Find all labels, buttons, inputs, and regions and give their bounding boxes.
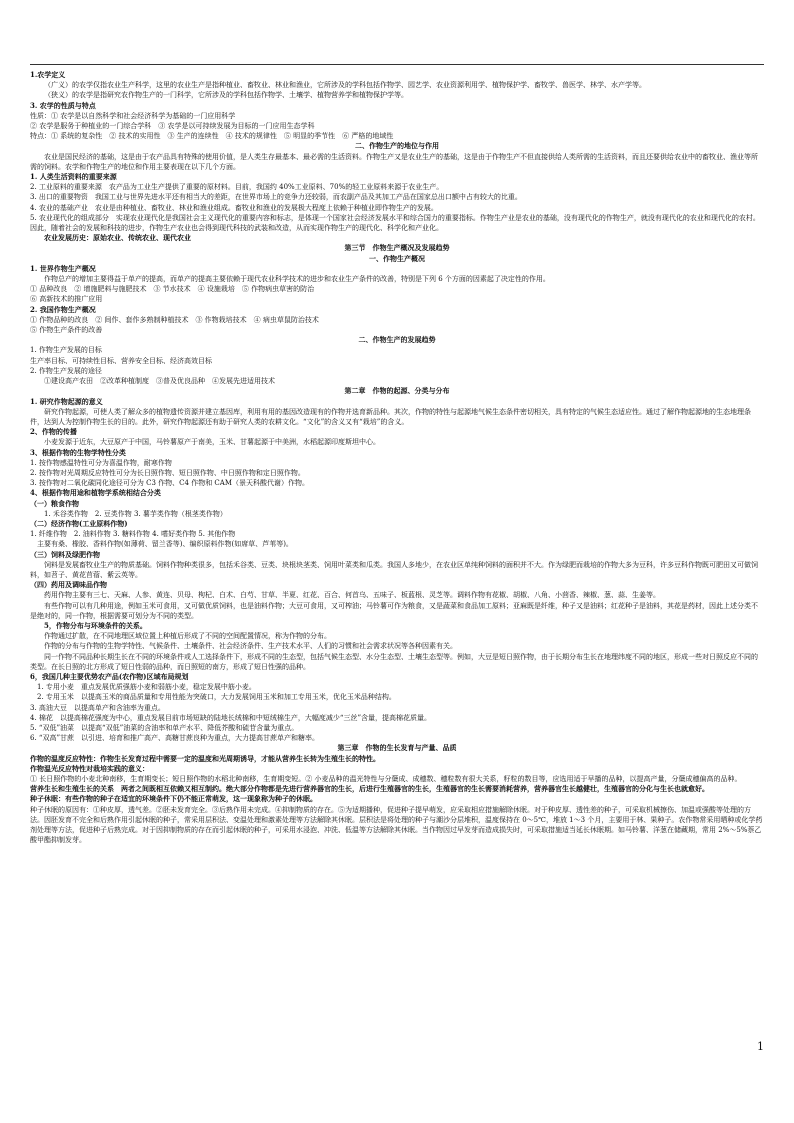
text-line: （二）经济作物(工业原料作物) — [30, 518, 128, 528]
text-line: 第二章 作物的起源、分类与分布 — [344, 386, 450, 396]
text-line: 第三节 作物生产概况及发展趋势 — [344, 243, 450, 253]
text-line: 种子休眠的原因有：①种皮厚，透气差。②胚未发育完全。③后熟作用未完成。④抑制物质的存在。⑤为适期播种，促进种子提早萌发，应采取相应措施解除休眠。对于种皮厚、透性差的种子，可采取机械擦伤、加温或强酸等处理的方法。因胚发育不完全和后熟作用引起休眠的种子，常采用层积法、变温处理和激素处理等方法解除其休眠。层积法是将处理的种子与潮沙分层堆积，温度保持在 0～5℃，堆放 1～3 个月，主要用于林、果种子。农作物常采用晒种或化学药剂处理等方法，促进种子后熟完成。对于因抑制物质的存在而引起休眠的种子，可采用水浸泡、冲洗、低温等方法解除其休眠。当作物因过早发芽而造成损失时，可采取措施适当延长休眠期。如马铃薯、洋葱在储藏期，常用 2%～5%萘乙酸甲酯抑制发芽。 — [30, 805, 763, 845]
text-line: 种子休眠：有些作物的种子在适宜的环境条件下仍不能正常萌发，这一现象称为种子的休眠。 — [30, 794, 317, 804]
text-line: 1. 禾谷类作物 2. 豆类作物 3. 薯芋类作物（根茎类作物） — [30, 509, 227, 518]
text-line: 3. 出口的重要物资 我国工业与世界先进水平还有相当大的差距，在世界市场上的竞争力还较弱，而农副产品及其加工产品在国家总出口额中占有较大的比重。 — [30, 193, 522, 202]
text-line: 1.农学定义 — [30, 70, 66, 79]
text-line: 1. 专用小麦 重点发展优质强筋小麦和弱筋小麦，稳定发展中筋小麦。 — [30, 683, 256, 692]
text-line: 农业是国民经济的基础，这是由于农产品具有特殊的使用价值，是人类生存最基本、最必需的生活资料。作物生产又是农业生产的基础，这是由于作物生产不但直接供给人类所需的生活资料，而且还要供给农业中的畜牧业、渔业等所需的饲料。农学和作物生产的地位和作用主要表现在以下几个方面。 — [30, 152, 758, 171]
text-line: 1. 世界作物生产概况 — [30, 263, 96, 273]
text-line: （狭义）的农学是指研究农作物生产的一门科学，它所涉及的学科包括作物学、土壤学、植物营养学和植物保护学等。 — [44, 91, 408, 100]
text-line: 性质：① 农学是以自然科学和社会经济科学为基础的一门应用科学 — [30, 111, 236, 120]
text-line: 1. 纤维作物 2. 油料作物 3. 糖料作物 4. 嗜好类作物 5. 其他作物 — [30, 530, 236, 539]
text-line: 药用作物主要有三七、天麻、人参、黄连、贝母、枸杞、白术、白芍、甘草、半夏、红花、百合、何首乌、五味子、板蓝根、灵芝等。调料作物有花椒、胡椒、八角、小茴香、辣椒、葱、蒜、生姜等。 — [44, 591, 660, 600]
text-line: 二、作物生产的发展趋势 — [358, 335, 436, 345]
page-number: 1 — [757, 1040, 764, 1053]
text-line: ② 农学是服务于种植业的一门综合学科 ③ 农学是以可持续发展为目标的一门应用生态学科 — [30, 122, 315, 131]
text-line: （广义）的农学仅指农业生产科学，这里的农业生产是指种植业、畜牧业、林业和渔业，它所涉及的学科包括作物学、园艺学、农业资源利用学、植物保护学、畜牧学、兽医学、林学、水产学等。 — [44, 81, 646, 90]
text-line: ①建设高产农田 ②改革种植制度 ③普及优良品种 ④发展先进适用技术 — [30, 377, 275, 386]
text-line: 作物的分布与作物的生物学特性、气候条件、土壤条件、社会经济条件、生产技术水平、人们的习惯和社会需求状况等各种因素有关。 — [44, 642, 457, 651]
text-line: ① 作物品种的改良 ② 间作、套作多熟制种植技术 ③ 作物栽培技术 ④ 病虫草鼠防治技术 — [30, 315, 319, 324]
text-line: 6. “双高”甘蔗 以引进、培育和推广高产、高糖甘蔗良种为重点，大力提高甘蔗单产和糖率。 — [30, 734, 320, 743]
text-line: 3、根据作物的生物学特性分类 — [30, 447, 126, 457]
text-line: （一）粮食作物 — [30, 498, 79, 508]
text-line: 主要有桑、橡胶、香料作物(如薄荷、留兰香等)、编织原料作物(如席草、芦苇等)。 — [30, 540, 293, 549]
text-line: 3. 高油大豆 以提高单产和含油率为重点。 — [30, 703, 165, 712]
text-line: ⑤ 作物生产条件的改善 — [30, 326, 103, 335]
text-line: 6，我国几种主要优势农产品(农作物)区域布局规划 — [30, 671, 189, 681]
text-line: 小麦发源于近东，大豆原产于中国，马铃薯原产于南美，玉米、甘薯起源于中美洲，水稻起源印度斯坦中心。 — [44, 438, 380, 447]
text-line: 作物的温度反应特性：作物生长发育过程中需要一定的温度和光周期诱导，才能从营养生长转为生殖生长的特性。 — [30, 753, 380, 763]
text-line: 2、作物的传播 — [30, 427, 77, 437]
text-line: 作物总产的增加主要得益于单产的提高，而单产的提高主要依赖于现代农业科学技术的进步和农业生产条件的改善，特别是下列 6 个方面的因素起了决定性的作用。 — [44, 275, 550, 284]
text-line: 特点：① 系统的复杂性 ② 技术的实用性 ③ 生产的连续性 ④ 技术的规律性 ⑤ 明显的季节性 ⑥ 严格的地域性 — [30, 132, 394, 141]
text-line: 4. 农业的基础产业 农业是由种植业、畜牧业、林业和渔业组成。畜牧业和渔业的发展极大程度上依赖于种植业即作物生产的发展。 — [30, 203, 438, 212]
text-line: 1. 研究作物起源的意义 — [30, 396, 103, 406]
text-line: 2. 我国作物生产概况 — [30, 304, 96, 314]
text-line: 有些作物可以有几种用途，例如玉米可食用，又可做优质饲料，也是油料作物；大豆可食用，又可榨油；马铃薯可作为粮食，又是蔬菜和食品加工原料；亚麻既是纤维，种子又是油料；红花种子是油料，其花是药材，因此上述分类不是绝对的，同一作物，根据需要可划分为不同的类型。 — [30, 601, 758, 620]
text-line: 作物通过扩散，在不同地理区域位置上种植后形成了不同的空间配置情况，称为作物的分布。 — [44, 632, 331, 641]
text-line: 饲料是发展畜牧业生产的物质基础。饲料作物种类很多，包括禾谷类、豆类、块根块茎类、饲用叶菜类和瓜类。我国人多地少，在农业区单纯种饲料的面积并不大。作为绿肥而栽培的作物大多为豆科，许多豆科作物既可肥田又可做饲料，如苕子、黄花苜蓿、紫云英等。 — [30, 560, 758, 579]
text-line: 5. 农业现代化的组成部分 实现农业现代化是我国社会主义现代化的重要内容和标志，是体现一个国家社会经济发展水平和综合国力的重要指标。作物生产业是农业的基础，没有现代化的作物生产，就没有现代化的农业和现代化的农村。因此，随着社会的发展和科技的进步，作物生产农业也会得到现代科技的武装和改造，从而实现作物生产的现代化、科学化和产业化。 — [30, 213, 760, 233]
text-line: 二、作物生产的地位与作用 — [355, 141, 439, 151]
text-line: 作物温光反应特性对栽培实践的意义： — [30, 763, 149, 773]
text-line: 4、根据作物用途和植物学系统相结合分类 — [30, 488, 161, 498]
text-line: 农业发展历史：原始农业、传统农业、现代农业 — [44, 233, 191, 243]
text-line: 第三章 作物的生长发育与产量、品质 — [337, 743, 457, 753]
text-line: 1. 按作物感温特性可分为喜温作物，耐寒作物 — [30, 458, 172, 467]
text-line: 营养生长和生殖生长的关系 两者之间既相互依赖又相互制约。绝大部分作物都是先进行营养器官的生长，后进行生殖器官的生长，生殖器官的生长需要消耗营养，营养器官生长越健壮，生殖器官的分化与生长也就愈好。 — [30, 784, 709, 794]
document-body — [30, 70, 764, 845]
text-line: 2. 专用玉米 以提高玉米的商品质量和专用性能为突破口，大力发展饲用玉米和加工专用玉米，优化玉米品种结构。 — [30, 693, 396, 702]
text-line: ① 长日照作物的小麦北种南移，生育期变长；短日照作物的水稻北种南移，生育期变短。② 小麦品种的温光特性与分蘖成、成穗数、穗粒数有很大关系，籽粒的数目等，应选用适于早播的品种，以提高产量，分蘖成穗偏高的品种。 — [30, 775, 742, 784]
text-line: 4. 棉花 以提高棉花强度为中心，重点发展目前市场短缺的陆地长绒棉和中短绒棉生产，大幅度减少“三丝”含量，提高棉花质量。 — [30, 713, 432, 722]
text-line: 5. “双低”油菜 以提高“双低”油菜的含油率和单产水平、降低芥酸和硫苷含量为重点。 — [30, 724, 299, 732]
document-page — [30, 64, 764, 1104]
text-line: ① 品种改良 ② 增施肥料与施肥技术 ③ 节水技术 ④ 设施栽培 ⑤ 作物病虫草害的防治 — [30, 285, 315, 294]
text-line: 同一作物不同品种长期生长在不同的环境条件或人工选择条件下，形成不同的生态型，包括气候生态型、水分生态型、土壤生态型等。例如，大豆是短日照作物，由于长期分布生长在地理纬度不同的地区，形成一些对日照反应不同的类型。在长日照的北方形成了短日性弱的品种，而日照短的南方，形成了短日性强的品种。 — [30, 652, 758, 671]
text-line: 1. 人类生活资料的重要来源 — [30, 172, 117, 182]
text-line: 1. 作物生产发展的目标 — [30, 346, 102, 355]
text-line: （四）药用及调味品作物 — [30, 580, 107, 590]
text-line: 3. 按作物对二氧化碳同化途径可分为 C3 作物、C4 作物和 CAM（景天科酸代谢）作物。 — [30, 479, 310, 488]
text-line: 一、作物生产概况 — [369, 253, 425, 263]
text-line: 3. 农学的性质与特点 — [30, 100, 96, 110]
text-line: 2. 作物生产发展的途径 — [30, 366, 102, 375]
text-line: ⑥ 高新技术的推广应用 — [30, 295, 103, 304]
text-line: 生产率目标、可持续性目标、营养安全目标、经济高效目标 — [30, 356, 212, 365]
text-line: 5，作物分布与环境条件的关系。 — [44, 620, 147, 630]
text-line: 研究作物起源，可使人类了解众多的植物遗传资源并建立基因库，利用有用的基因改造现有的作物并选育新品种。其次，作物的特性与起源地气候生态条件密切相关，具有特定的气候生态适应性。通过了解作物起源地的生态地理条件，达到人为控制作物生长的目的。此外，研究作物起源还有助于研究人类的农耕文化。“文化”的含义又有“栽培”的含义。 — [30, 407, 751, 426]
text-line: 2. 工业原料的重要来源 农产品为工业生产提供了重要的原材料。目前，我国约 40%工业原料、70%的轻工业原料来源于农业生产。 — [30, 183, 444, 192]
text-line: （三）饲料及绿肥作物 — [30, 549, 100, 559]
text-line: 2. 按作物对光周期反应特性可分为长日照作物、短日照作物、中日照作物和定日照作物。 — [30, 468, 305, 477]
